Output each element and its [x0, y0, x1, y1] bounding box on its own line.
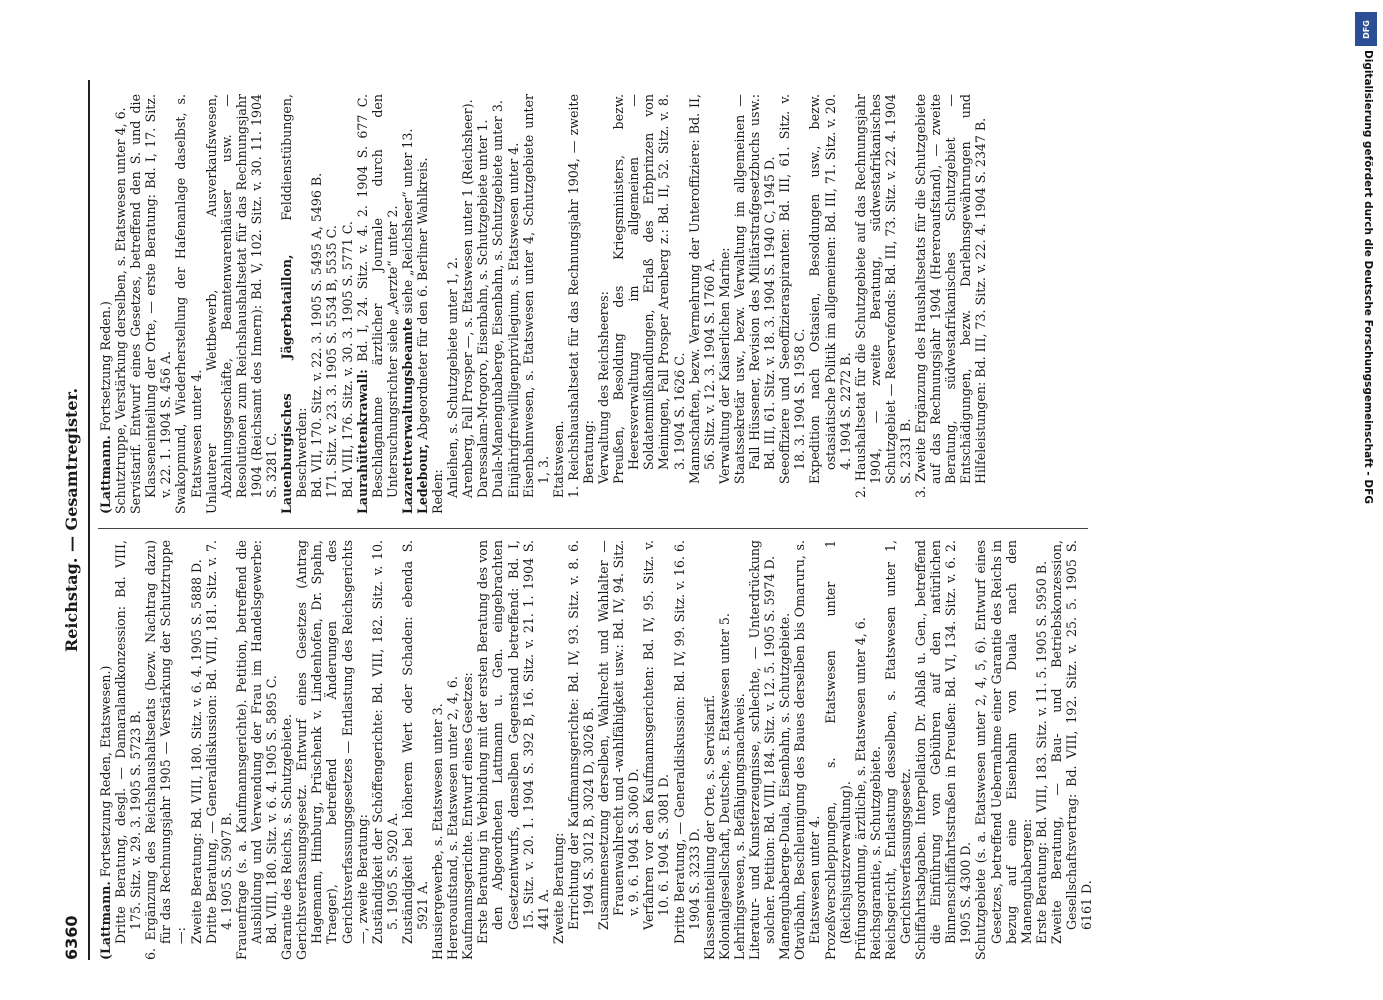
register-entry: [233, 540, 280, 960]
entry-text: Daressalam-Mrogoro, Eisenbahn, s. Schutzgebiete unter 1.: [475, 119, 491, 498]
register-entry: [369, 540, 400, 944]
register-entry: [792, 540, 823, 960]
entry-text: Garantie des Reichs, s. Schutzgebiete.: [279, 714, 295, 960]
entry-text: Reichsgericht, Entlastung desselben, s. Etatswesen unter 1, Gerichtsverfassungsgesetz.: [882, 540, 913, 960]
entry-keyword: Lazarettverwaltungsbeamte: [399, 317, 415, 514]
entry-text: Dritte Beratung, — Generaldiskussion: Bd. IV, 99. Sitz. v. 16. 6. 1904 S. 3233 D.: [671, 540, 702, 944]
entry-keyword: Laurahüttenkrawall:: [354, 369, 370, 514]
register-entry: [822, 540, 853, 960]
entry-keyword: Lauenburgisches Jägerbataillon,: [279, 254, 295, 514]
register-entry: [686, 94, 717, 484]
dfg-logo-icon: [1355, 12, 1377, 46]
register-entry: [852, 540, 868, 960]
register-entry: [701, 540, 717, 960]
register-entry: [867, 540, 883, 960]
register-entry: [882, 540, 913, 960]
register-entry: [279, 94, 310, 514]
entry-text: Errichtung der Kaufmannsgerichte: Bd. IV, 93. Sitz. v. 8. 6. 1904 S. 3012 B, 3024 D, 3026 B.: [565, 540, 596, 930]
register-entry: [113, 94, 129, 514]
entry-keyword: (Lattmann.: [98, 435, 113, 514]
register-entry: [414, 94, 430, 514]
page-header: [60, 80, 86, 960]
register-entry: [747, 540, 778, 960]
entry-text: Prüfungsordnung, ärztliche, s. Etatswesen unter 4, 6.: [852, 617, 868, 960]
register-entry: [445, 94, 461, 498]
register-entry: [505, 94, 521, 498]
entry-text: Duala-Manengubaberge, Eisenbahn, s. Schutzgebiete unter 3.: [490, 100, 506, 498]
entry-text: Zusammensetzung derselben, Wahlrecht und Wahlalter — Frauenwahlrecht und -wahlfähigkeit usw.: Bd. IV, 94. Sitz. v. 9. 6. 1904 S. 3060 D.: [596, 540, 642, 930]
entry-text: Fortsetzung Reden, Etatswesen.): [98, 665, 113, 882]
register-entry: [475, 94, 491, 498]
register-entry: [98, 94, 113, 514]
entry-text: Abgeordneter für den 6. Berliner Wahlkreis.: [414, 157, 430, 444]
register-entry: [973, 540, 1034, 960]
entry-text: 1. Reichshaushaltsetat für das Rechnungsjahr 1904, — zweite Beratung:: [565, 94, 596, 498]
register-entry: [596, 540, 642, 930]
entry-text: Zuständigkeit bei höherem Wert oder Schaden: ebenda S. 5921 A.: [399, 540, 430, 944]
register-entry: [128, 94, 174, 514]
register-entry: [550, 94, 566, 498]
register-entry: [173, 94, 204, 514]
entry-text: siehe „Reichsheer“ unter 13.: [399, 128, 415, 318]
register-entry: [777, 540, 793, 960]
entry-text: Klasseneinteilung der Orte, s. Servistarif.: [701, 694, 717, 960]
entry-text: Erste Beratung in Verbindung mit der ersten Beratung des von den Abgeordneten Lattmann u. Gen. eingebrachten Gesetzentwurfs, denselben Gegenstand betreffend: Bd. I, 15. Sitz. v. 20. 1. 1904 S. 392 B, 16. Sitz. v. 21. 1. 1904 S. 441 A.: [475, 540, 551, 944]
entry-text: Einjährigfreiwilligenprivilegium, s. Etatswesen unter 4.: [505, 142, 521, 498]
entry-text: Lehrlingswesen, s. Befähigungsnachweis.: [731, 693, 747, 960]
page-number: 6360: [62, 915, 81, 960]
register-entry: [731, 540, 747, 960]
entry-text: Swakopmund, Wiederherstellung der Hafenanlage daselbst, s. Etatswesen unter 4.: [173, 94, 204, 514]
register-entry: [550, 540, 566, 944]
entry-keyword: (Lattmann.: [98, 881, 113, 960]
register-entry: [430, 94, 446, 514]
register-entry: [399, 94, 415, 514]
register-entry: [671, 540, 702, 944]
entry-text: Manengubaberge-Duala, Eisenbahn, s. Schutzgebiete.: [777, 612, 793, 960]
entry-text: Literatur- und Kunsterzeugnisse, schlechte, — Unterdrückung solcher. Petition: Bd. VIII, 184. Sitz. v. 12. 5. 1905 S. 5974 D.: [747, 540, 778, 960]
register-entry: [475, 540, 551, 944]
register-entry: [279, 540, 295, 960]
register-entry: [188, 540, 204, 944]
right-column: [98, 94, 1098, 514]
entry-text: Anleihen, s. Schutzgebiete unter 1, 2.: [445, 257, 461, 498]
entry-text: Kolonialgesellschaft, Deutsche, s. Etatswesen unter 5.: [716, 613, 732, 960]
entry-text: Zweite Beratung, — Bau- und Betriebskonzession, Gesellschaftsvertrag: Bd. VIII, 192. Sitz. v. 25. 5. 1905 S. 6161 D.: [1048, 540, 1095, 944]
entry-text: Staatssekretär usw., bezw. Verwaltung im allgemeinen — Fall Hüssener, Revision des Militärstrafgesetzbuchs usw.: Bd. III, 61. Sitz. v. 18. 3. 1904 S. 1940 C, 1945 D.: [731, 94, 778, 484]
register-entry: [913, 94, 989, 498]
entry-text: Gerichtsverfassungsgesetz. Entwurf eines Gesetzes (Antrag Hagemann, Himburg, Prüschenk v. Lindenhofen, Dr. Spahn, Traeger), betreffend Änderungen des Gerichtsverfassungsgesetzes — Entlastung des Reichsgerichts —, zweite Beratung:: [294, 540, 370, 960]
register-entry: [354, 94, 400, 514]
register-entry: [490, 94, 506, 498]
left-column: [98, 540, 1098, 960]
register-entry: [716, 540, 732, 960]
column-separator: [98, 528, 1088, 529]
entry-text: Kaufmannsgerichte. Entwurf eines Gesetzes:: [460, 672, 476, 960]
entry-text: Reichsgarantie, s. Schutzgebiete.: [867, 746, 883, 960]
entry-text: Bd. VII, 170. Sitz. v. 22. 3. 1905 S. 5495 A, 5496 B.: [309, 172, 325, 498]
register-entry: [565, 94, 596, 498]
entry-text: Felddienstübungen, Beschwerden:: [279, 94, 310, 498]
entry-text: Prozeßverschleppungen, s. Etatswesen unter 1 (Reichsjustizverwaltung).: [822, 540, 853, 960]
entry-text: 6. Ergänzung des Reichshaushaltsetats (bezw. Nachtrag dazu) für das Rechnungsjahr 1905 — Verstärkung der Schutztruppe —:: [143, 540, 189, 960]
entry-text: Schutztruppe, Verstärkung derselben, s. Etatswesen unter 4, 6.: [113, 107, 129, 514]
entry-text: Unlauterer Wettbewerb, Ausverkaufswesen, Abzahlungsgeschäfte, Beamtenwarenhäuser usw. — Resolutionen zum Reichshaushaltsetat für das Rechnungsjahr 1904 (Reichsamt des Innern): Bd. V, 102. Sitz. v. 30. 11. 1904 S. 3281 C.: [203, 94, 280, 514]
register-entry: [1033, 540, 1049, 944]
entry-text: Verwaltung des Reichsheeres:: [596, 291, 612, 484]
entry-text: Preußen, Besoldung des Kriegsministers, bezw. Heeresverwaltung im allgemeinen — Soldatenmißhandlungen, Erlaß des Erbprinzen von Meiningen, Fall Prosper Arenberg z.: Bd. II, 52. Sitz. v. 8. 3. 1904 S. 1626 C.: [611, 94, 687, 484]
register-entry: [1048, 540, 1095, 944]
register-entry: [777, 94, 808, 484]
document-page: [60, 80, 1100, 960]
register-entry: [203, 94, 280, 514]
entry-text: Etatswesen.: [550, 420, 566, 498]
header-rule: [88, 80, 90, 960]
entry-text: 171. Sitz. v. 23. 3. 1905 S. 5534 B, 5535 C.: [324, 225, 340, 498]
register-entry: [716, 94, 732, 484]
entry-text: Hereroaufstand, s. Etatswesen unter 2, 4, 6.: [445, 676, 461, 960]
funding-note-text: Digitalisierung gefördert durch die Deutsche Forschungsgemeinschaft - DFG: [1362, 50, 1374, 504]
entry-text: Reden:: [430, 469, 446, 514]
entry-text: Expedition nach Ostasien, Besoldungen usw., bezw. ostasiatische Politik im allgemeinen: Bd. III, 71. Sitz. v. 20. 4. 1904 S. 2272 B.: [807, 94, 853, 484]
register-entry: [143, 540, 189, 960]
register-entry: [565, 540, 596, 930]
entry-text: 2. Haushaltsetat für die Schutzgebiete auf das Rechnungsjahr 1904, — zweite Beratung, südwestafrikanisches Schutzgebiet — Reservefonds: Bd. III, 73. Sitz. v. 22. 4. 1904 S. 2331 B.: [852, 94, 913, 498]
register-entry: [913, 540, 974, 960]
register-entry: [731, 94, 778, 484]
register-entry: [324, 94, 340, 498]
entry-text: Seeoffiziere und Seeoffizieraspiranten: Bd. III, 61. Sitz. v. 18. 3. 1904 S. 1958 C.: [777, 94, 808, 484]
entry-text: 3. Zweite Ergänzung des Haushaltsetats für die Schutzgebiete auf das Rechnungsjahr 1904 (Hereroaufstand), — zweite Beratung, südwestafrikanisches Schutzgebiet — Entschädigungen, bezw. Darlehnsgewährungen und Hilfeleistungen: Bd. III, 73. Sitz. v. 22. 4. 1904 S. 2347 B.: [913, 94, 989, 498]
entry-text: Servistarif. Entwurf eines Gesetzes, betreffend den S. und die Klasseneinteilung der Orte, — erste Beratung: Bd. I, 17. Sitz. v. 22. 1. 1904 S. 456 A.: [128, 94, 174, 514]
register-entry: [98, 540, 113, 960]
entry-text: Zuständigkeit der Schöffengerichte: Bd. VIII, 182. Sitz. v. 10. 5. 1905 S. 5920 A.: [369, 540, 400, 944]
entry-text: Eisenbahnwesen, s. Etatswesen unter 4, Schutzgebiete unter 1, 3.: [520, 94, 551, 498]
entry-text: Zweite Beratung:: [550, 832, 566, 944]
register-entry: [460, 540, 476, 960]
entry-text: Otavibahn, Beschleunigung des Baues derselben bis Omaruru, s. Etatswesen unter 4.: [792, 540, 823, 960]
entry-text: Verfahren vor den Kaufmannsgerichten: Bd. IV, 95. Sitz. v. 10. 6. 1904 S. 3081 D.: [641, 540, 672, 930]
register-entry: [596, 94, 612, 484]
register-entry: [430, 540, 446, 960]
entry-text: Verwaltung der Kaiserlichen Marine:: [716, 247, 732, 484]
entry-text: Zweite Beratung: Bd. VIII, 180. Sitz. v. 6. 4. 1905 S. 5888 D.: [188, 559, 204, 944]
entry-text: Dritte Beratung, desgl. — Damaralandkonzession: Bd. VIII, 175. Sitz. v. 29. 3. 1905 S. 5723 B.: [113, 540, 144, 944]
entry-text: Dritte Beratung, — Generaldiskussion: Bd. VIII, 181. Sitz. v. 7. 4. 1905 S. 5907 B.: [203, 540, 234, 944]
register-entry: [339, 94, 355, 498]
register-entry: [807, 94, 853, 484]
register-entry: [611, 94, 687, 484]
entry-keyword: Ledebour,: [414, 443, 430, 514]
register-entry: [641, 540, 672, 930]
entry-text: Mannschaften, bezw. Vermehrung der Unteroffiziere: Bd. II, 56. Sitz. v. 12. 3. 1904 S. 1760 A.: [686, 94, 717, 484]
register-entry: [294, 540, 370, 960]
entry-text: Fortsetzung Reden.): [98, 301, 113, 436]
page-title: Reichstag. — Gesamtregister.: [62, 387, 81, 653]
register-entry: [520, 94, 551, 498]
register-entry: [852, 94, 913, 498]
register-entry: [203, 540, 234, 944]
register-entry: [113, 540, 144, 944]
register-entry: [399, 540, 430, 944]
entry-text: Bd. VIII, 176. Sitz. v. 30. 3. 1905 S. 5771 C.: [339, 221, 355, 498]
dfg-sidebar: [1352, 6, 1380, 996]
register-entry: [445, 540, 461, 960]
entry-text: Erste Beratung: Bd. VIII, 183. Sitz. v. 11. 5. 1905 S. 5950 B.: [1033, 561, 1049, 944]
entry-text: Hausiergewerbe, s. Etatswesen unter 3.: [430, 703, 446, 960]
entry-text: Schutzgebiete (s. a. Etatswesen unter 2, 4, 5, 6). Entwurf eines Gesetzes, betreffend Uebernahme einer Garantie des Reichs in bezug auf eine Eisenbahn von Duala nach den Manengubabergen:: [973, 540, 1034, 960]
entry-text: Frauenfrage (s. a. Kaufmannsgerichte). Petition, betreffend die Ausbildung und Verwendung der Frau im Handelsgewerbe: Bd. VIII, 180. Sitz. v. 6. 4. 1905 S. 5895 C.: [233, 540, 280, 960]
entry-text: Schiffahrtsabgaben. Interpellation Dr. Ablaß u. Gen., betreffend die Einführung von Gebühren auf den natürlichen Binnenschiffahrtsstraßen in Preußen: Bd. VI, 134. Sitz. v. 6. 2. 1905 S. 4300 D.: [913, 540, 974, 960]
register-entry: [309, 94, 325, 498]
register-entry: [460, 94, 476, 498]
entry-text: Bd. I, 24. Sitz. v. 4. 2. 1904 S. 677 C. Beschlagnahme ärztlicher Journale durch den Untersuchungsrichter siehe „Aerzte“ unter 2.: [354, 94, 400, 498]
entry-text: Arenberg, Fall Prosper —, s. Etatswesen unter 1 (Reichsheer).: [460, 99, 476, 498]
dfg-logo-text: DFG: [1361, 19, 1371, 39]
